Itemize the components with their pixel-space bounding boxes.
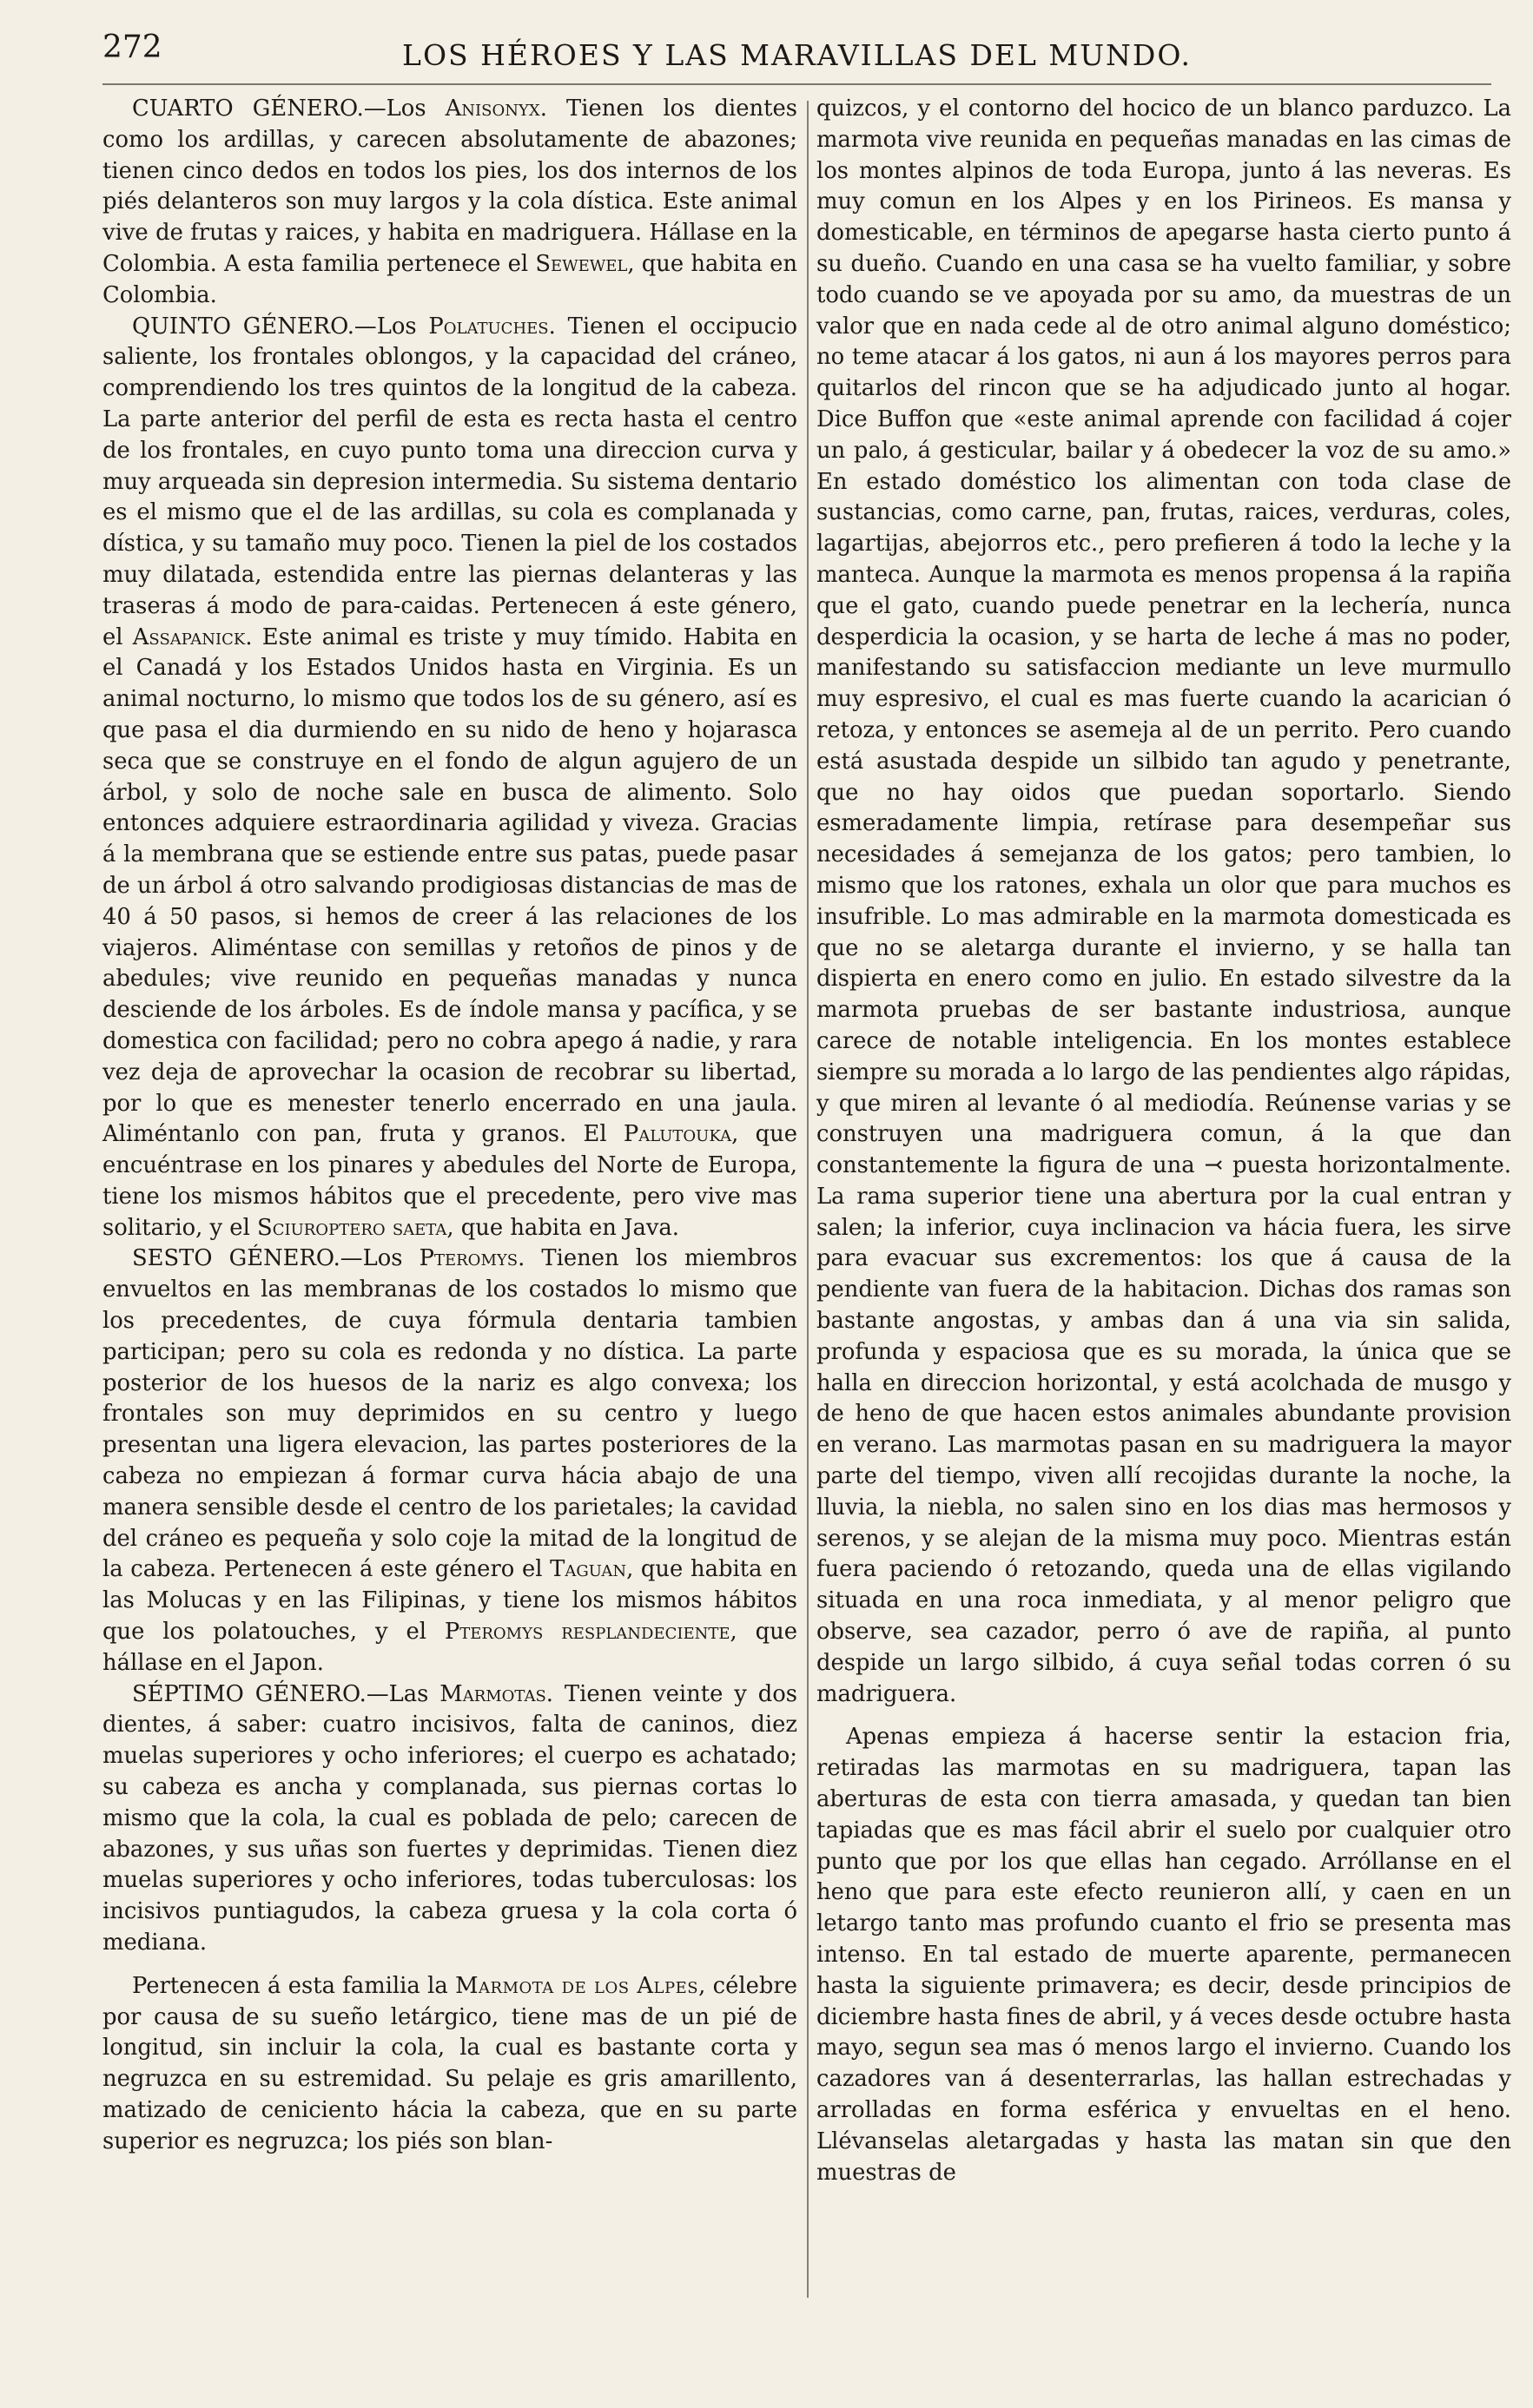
marmota-alpes-paragraph (102, 1971, 797, 2158)
quinto-genero-text: . Tienen el occipucio saliente, los frontales oblongos, y la capacidad del cráneo, comprendiendo los tres quintos de la longitud de la cabeza. La parte anterior del perfil de esta es recta hasta el centro de los frontales, en cuyo punto toma una direccion curva y muy arqueada sin depresion intermedia. Su sistema dentario es el mismo que el de las ardillas, su cola es complanada y dística, y su tamaño muy poco. Tienen la piel de los costados muy dilatada, estendida entre las piernas delanteras y las traseras á modo de para-caidas. Pertenecen á este género, el (102, 313, 797, 650)
cuarto-genero-heading: CUARTO GÉNERO. (132, 96, 364, 122)
sciuroptero-name: Sciuroptero saeta (257, 1214, 447, 1241)
palutouka-name: Palutouka (623, 1121, 732, 1148)
quinto-genero-dash: —Los (354, 313, 429, 340)
cuarto-genero-dash: —Los (363, 96, 446, 122)
pteromys-name: Pteromys (419, 1245, 519, 1272)
marmotas-name: Marmotas (439, 1680, 546, 1707)
left-column (102, 94, 797, 2158)
taguan-name: Taguan (550, 1556, 627, 1583)
quinto-genero-text-4: , que habita en Java. (446, 1214, 679, 1241)
column-divider (807, 101, 809, 2298)
marmota-alpes-text: Pertenecen á esta familia la (132, 1972, 456, 1999)
sesto-genero-text-2: , que habita en las Molucas y en las Filipinas, y tiene los mismos hábitos que los polatouches, y el (102, 1556, 797, 1646)
septimo-genero-text: . Tienen veinte y dos dientes, á saber: cuatro incisivos, falta de caninos, diez muelas superiores y ocho inferiores; el cuerpo es achatado; su cabeza es ancha y complanada, sus piernas cortas lo mismo que la cola, la cual es poblada de pelo; carecen de abazones, y sus uñas son fuertes y deprimidas. Tienen diez muelas superiores y ocho inferiores, todas tuberculosas: los incisivos puntiagudos, la cabeza gruesa y la cola corta ó mediana. (102, 1680, 798, 1956)
septimo-genero-dash: —Las (366, 1680, 440, 1707)
sesto-genero-text-3: , que hállase en el Japon. (102, 1619, 798, 1676)
sesto-genero-paragraph (102, 1244, 797, 1679)
cuarto-genero-paragraph (102, 94, 797, 312)
sesto-genero-dash: —Los (340, 1245, 420, 1272)
anisonyx-name: Anisonyx (445, 96, 540, 122)
quinto-genero-paragraph (102, 312, 797, 1244)
running-title: LOS HÉROES Y LAS MARAVILLAS DEL MUNDO. (402, 38, 1192, 72)
assapanick-name: Assapanick (132, 623, 246, 650)
sesto-genero-text: . Tienen los miembros envueltos en las membranas de los costados lo mismo que los precedentes, de cuya fórmula dentaria tambien participan; pero su cola es redonda y no dística. La parte posterior de los huesos de la nariz es algo convexa; los frontales son muy deprimidos en su centro y luego presentan una ligera elevacion, las partes posteriores de la cabeza no empiezan á formar curva hácia abajo de una manera sensible desde el centro de los parietales; la cavidad del cráneo es pequeña y solo coje la mitad de la longitud de la cabeza. Pertenecen á este género el (102, 1245, 797, 1583)
polatuches-name: Polatuches (428, 313, 549, 340)
septimo-genero-paragraph (102, 1679, 797, 1959)
quinto-genero-text-3: , que encuéntrase en los pinares y abedules del Norte de Europa, tiene los mismos hábitos que el precedente, pero vive mas solitario, y el (102, 1121, 797, 1241)
pteromys-resplandeciente-name: Pteromys resplandeciente (444, 1619, 730, 1646)
sesto-genero-heading: SESTO GÉNERO. (132, 1245, 340, 1272)
septimo-genero-heading: SÉPTIMO GÉNERO. (132, 1680, 367, 1707)
marmota-alpes-name: Marmota de los Alpes (455, 1972, 699, 1999)
marmota-alpes-text-2: , célebre por causa de su sueño letárgico, tiene mas de un pié de longitud, sin incluir la cola, la cual es bastante corta y negruzca en su estremidad. Su pelaje es gris amarillento, matizado de ceniciento hácia la cabeza, que en su parte superior es negruzca; los piés son blan- (102, 1972, 797, 2154)
header-rule (102, 83, 1491, 85)
right-column (816, 94, 1511, 2188)
quinto-genero-text-2: . Este animal es triste y muy tímido. Habita en el Canadá y los Estados Unidos hasta en Virginia. Es un animal nocturno, lo mismo que todos los de su género, así es que pasa el dia durmiendo en su nido de heno y hojarasca seca que se construye en el fondo de algun agujero de un árbol, y solo de noche sale en busca de alimento. Solo entonces adquiere estraordinaria agilidad y viveza. Gracias á la membrana que se estiende entre sus patas, puede pasar de un árbol á otro salvando prodigiosas distancias de mas de 40 á 50 pasos, si hemos de creer á las relaciones de los viajeros. Aliméntase con semillas y retoños de pinos y de abedules; vive reunido en pequeñas manadas y nunca desciende de los árboles. Es de índole mansa y pacífica, y se domestica con facilidad; pero no cobra apego á nadie, y rara vez deja de aprovechar la ocasion de recobrar su libertad, por lo que es menester tenerlo encerrado en una jaula. Aliméntanlo con pan, fruta y granos. El (102, 623, 797, 1148)
cuarto-genero-text: . Tienen los dientes como los ardillas, y carecen absolutamente de abazones; tienen cinco dedos en todos los pies, los dos internos de los piés delanteros son muy largos y la cola dística. Este animal vive de frutas y raices, y habita en madriguera. Hállase en la Colombia. A esta familia pertenece el (102, 96, 797, 277)
page-header (102, 26, 1491, 83)
page-number: 272 (102, 30, 162, 65)
marmota-hibernation-paragraph: Apenas empieza á hacerse sentir la estacion fria, retiradas las marmotas en su madriguera, tapan las aberturas de esta con tierra amasada, y quedan tan bien tapiadas que es mas fácil abrir el suelo por cualquier otro punto que por los que ellas han cegado. Arróllanse en el heno que para este efecto reunieron allí, y caen en un letargo tanto mas profundo cuanto el frio se presenta mas intenso. En tal estado de muerte aparente, permanecen hasta la siguiente primavera; es decir, desde principios de diciembre hasta fines de abril, y á veces desde octubre hasta mayo, segun sea mas ó menos largo el invierno. Cuando los cazadores van á desenterrarlas, las hallan estrechadas y arrolladas en forma esférica y envueltas en el heno. Llévanselas aletargadas y hasta las matan sin que den muestras de (816, 1724, 1511, 2186)
cuarto-genero-text-2: , que habita en Colombia. (102, 250, 797, 308)
quinto-genero-heading: QUINTO GÉNERO. (132, 313, 354, 340)
sewewel-name: Sewewel (535, 250, 628, 277)
marmota-description-paragraph: quizcos, y el contorno del hocico de un blanco parduzco. La marmota vive reunida en pequeñas manadas en las cimas de los montes alpinos de toda Europa, junto á las neveras. Es muy comun en los Alpes y en los Pirineos. Es mansa y domesticable, en términos de apegarse hasta cierto punto á su dueño. Cuando en una casa se ha vuelto familiar, y sobre todo cuando se ve apoyada por su amo, da muestras de un valor que en nada cede al de otro animal alguno doméstico; no teme atacar á los gatos, ni aun á los mayores perros para quitarlos del rincon que se ha adjudicado junto al hogar. Dice Buffon que «este animal aprende con facilidad á cojer un palo, á gesticular, bailar y á obedecer la voz de su amo.» En estado doméstico los alimentan con toda clase de sustancias, como carne, pan, frutas, raices, verduras, coles, lagartijas, abejorros etc., pero prefieren á todo la leche y la manteca. Aunque la marmota es menos propensa á la rapiña que el gato, cuando puede penetrar en la lechería, nunca desperdicia la ocasion, y se harta de leche á mas no poder, manifestando su satisfaccion mediante un leve murmullo muy espresivo, el cual es mas fuerte cuando la acarician ó retoza, y entonces se asemeja al de un perrito. Pero cuando está asustada despide un silbido tan agudo y penetrante, que no hay oidos que puedan soportarlo. Siendo esmeradamente limpia, retírase para desempeñar sus necesidades á semejanza de los gatos; pero tambien, lo mismo que los ratones, exhala un olor que para muchos es insufrible. Lo mas admirable en la marmota domesticada es que no se aletarga durante el invierno, y se halla tan dispierta en enero como en julio. En estado silvestre da la marmota pruebas de ser bastante industriosa, aunque carece de notable inteligencia. En los montes establece siempre su morada a lo largo de las pendientes algo rápidas, y que miren al levante ó al mediodía. Reúnense varias y se construyen una madriguera comun, á la que dan constantemente la figura de una ⤙ puesta horizontalmente. La rama superior tiene una abertura por la cual entran y salen; la inferior, cuya inclinacion va hácia fuera, les sirve para evacuar sus excrementos: los que á causa de la pendiente van fuera de la habitacion. Dichas dos ramas son bastante angostas, y ambas dan á una via sin salida, profunda y espaciosa que es su morada, la única que se halla en direccion horizontal, y está acolchada de musgo y de heno de que hacen estos animales abundante provision en verano. Las marmotas pasan en su madriguera la mayor parte del tiempo, viven allí recojidas durante la noche, la lluvia, la niebla, no salen sino en los dias mas hermosos y serenos, y se alejan de la misma muy poco. Mientras están fuera paciendo ó retozando, queda una de ellas vigilando situada en una roca inmediata, y al menor peligro que observe, sea cazador, perro ó ave de rapiña, al punto despide un largo silbido, á cuya señal todas corren ó su madriguera. (816, 96, 1511, 1707)
